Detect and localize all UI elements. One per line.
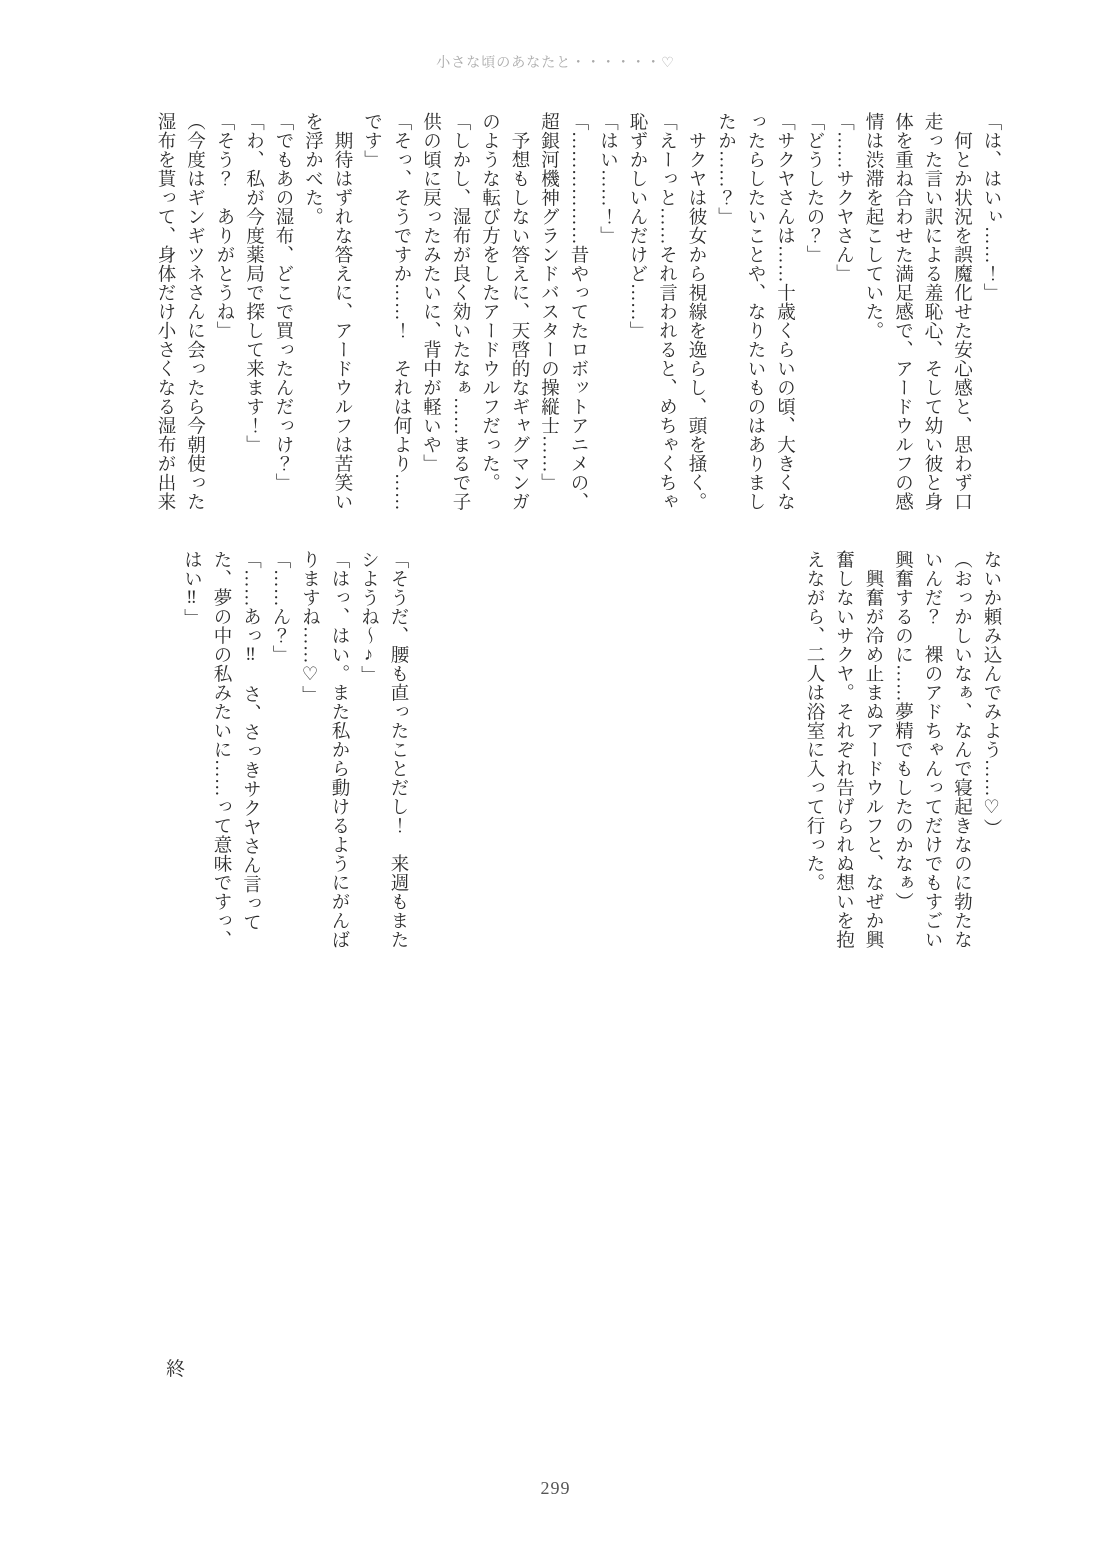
vertical-text-line: 予想もしない答えに、天啓的なギャグマンガ	[509, 112, 529, 511]
vertical-text-line: 「しかし、湿布が良く効いたなぁ……まるで子	[450, 112, 470, 511]
vertical-text-line: （おっかしいなぁ、なんで寝起きなのに勃たな	[951, 550, 972, 949]
top-text-band	[150, 112, 1006, 516]
vertical-text-line: 「でもあの湿布、どこで買ったんだっけ？」	[273, 112, 293, 492]
vertical-text-line: 情は渋滞を起こしていた。	[863, 112, 883, 340]
vertical-text-line: 「はい……！」	[597, 112, 618, 245]
vertical-text-line: シようね～♪」	[358, 550, 379, 685]
vertical-text-line: 供の頃に戻ったみたいに、背中が軽いや」	[420, 112, 441, 473]
bottom-text-band-right	[799, 550, 1006, 954]
vertical-text-line: 「えーっと……それ言われると、めちゃくちゃ	[656, 112, 677, 511]
end-mark: 終	[166, 1359, 186, 1380]
vertical-text-line: 何とか状況を誤魔化せた安心感と、思わず口	[951, 112, 972, 511]
vertical-text-line: 「は、はいぃ……！」	[981, 112, 1001, 302]
vertical-text-line: 「そうだ、腰も直ったことだし！ 来週もまた	[388, 550, 408, 949]
vertical-text-line: ったらしたいことや、なりたいものはありまし	[745, 112, 765, 511]
vertical-text-line: 「……あっ‼ さ、さっきサクヤさん言って	[240, 550, 261, 932]
vertical-text-line: いんだ？ 裸のアドちゃんってだけでもすごい	[922, 550, 942, 949]
vertical-text-line: 奮しないサクヤ。それぞれ告げられぬ想いを抱	[833, 550, 854, 949]
vertical-text-line: 「サクヤさんは……十歳くらいの頃、大きくな	[774, 112, 795, 511]
vertical-text-line: を浮かべた。	[302, 112, 323, 226]
vertical-text-line: りますね……♡」	[299, 550, 320, 705]
vertical-text-line: 興奮するのに……夢精でもしたのかなぁ）	[892, 550, 913, 911]
vertical-text-line: えながら、二人は浴室に入って行った。	[804, 550, 824, 892]
vertical-text-line: たか……？」	[715, 112, 736, 226]
vertical-text-line: はい‼」	[181, 550, 202, 628]
vertical-text-line: 「はっ、はい。また私から動けるようにがんば	[329, 550, 349, 949]
vertical-text-line: 走った言い訳による羞恥心、そして幼い彼と身	[922, 112, 942, 511]
vertical-text-line: サクヤは彼女から視線を逸らし、頭を掻く。	[686, 112, 706, 511]
vertical-text-line: た、夢の中の私みたいに……って意味ですっ、	[211, 550, 231, 949]
vertical-text-line: 「……ん？」	[270, 550, 290, 664]
vertical-text-line: 「………………昔やってたロボットアニメの、	[568, 112, 588, 511]
vertical-text-line: 興奮が冷め止まぬアードウルフと、なぜか興	[863, 550, 883, 949]
vertical-text-line: です」	[361, 112, 382, 169]
vertical-text-line: ないか頼み込んでみよう……♡）	[981, 550, 1001, 838]
vertical-text-line: 超銀河機神グランドバスターの操縦士……」	[538, 112, 559, 492]
bottom-text-band-left	[176, 550, 412, 954]
vertical-text-line: 恥ずかしいんだけど……」	[627, 112, 647, 340]
vertical-text-line: のような転び方をしたアードウルフだった。	[479, 112, 500, 492]
vertical-text-line: 「そう？ ありがとうね」	[214, 112, 234, 340]
vertical-text-line: 期待はずれな答えに、アードウルフは苦笑い	[332, 112, 352, 511]
page-number: 299	[540, 1478, 571, 1498]
vertical-text-line: 「そっ、そうですか……！ それは何より……	[391, 112, 411, 511]
vertical-text-line: 「どうしたの？」	[804, 112, 824, 264]
vertical-text-line: 「……サクヤさん」	[833, 112, 854, 283]
vertical-text-line: 体を重ね合わせた満足感で、アードウルフの感	[892, 112, 913, 511]
vertical-text-line: 湿布を貰って、身体だけ小さくなる湿布が出来	[155, 112, 175, 511]
vertical-text-line: （今度はギンギツネさんに会ったら今朝使った	[184, 112, 205, 511]
running-header-title: 小さな頃のあなたと・・・・・・♡	[436, 56, 675, 71]
vertical-text-line: 「わ、私が今度薬局で探して来ます！」	[243, 112, 264, 454]
